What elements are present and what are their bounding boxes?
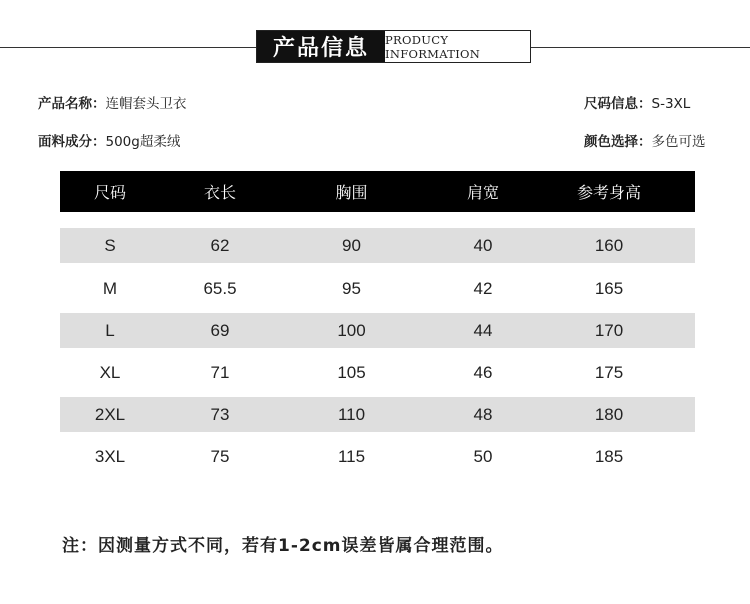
cell-size: 2XL (94, 404, 126, 424)
section-title: 产品信息 (257, 31, 385, 62)
cell-chest: 105 (337, 362, 366, 382)
color-value: 多色可选 (651, 134, 706, 150)
cell-length: 65.5 (203, 278, 237, 298)
cell-size: S (104, 235, 116, 255)
table-row (60, 439, 695, 474)
cell-height: 180 (594, 404, 624, 424)
cell-length: 75 (210, 446, 230, 466)
size-table (60, 171, 695, 474)
cell-shoulder: 40 (473, 235, 493, 255)
product-name-value: 连帽套头卫衣 (105, 96, 187, 112)
product-name-info (38, 92, 187, 112)
table-row (60, 355, 695, 390)
table-row (60, 397, 695, 432)
cell-height: 170 (594, 320, 624, 340)
cell-length: 73 (210, 404, 230, 424)
cell-chest: 115 (337, 446, 366, 466)
header-line-right (530, 47, 750, 48)
cell-height: 160 (594, 235, 624, 255)
cell-size: XL (99, 362, 121, 382)
header-height: 参考身高 (576, 183, 641, 202)
fabric-label: 面料成分： (38, 134, 106, 150)
size-range-label: 尺码信息： (584, 96, 652, 112)
header-length: 衣长 (203, 183, 236, 202)
cell-length: 71 (210, 362, 230, 382)
section-subtitle: PRODUCY INFORMATION (385, 31, 530, 62)
section-header (256, 30, 531, 63)
table-row (60, 228, 695, 263)
cell-shoulder: 42 (473, 278, 493, 298)
measurement-note: 注：因测量方式不同，若有1-2cm误差皆属合理范围。 (62, 536, 504, 556)
cell-height: 165 (594, 278, 624, 298)
color-info (584, 130, 706, 150)
size-table-header (60, 171, 695, 212)
fabric-value: 500g超柔绒 (105, 134, 181, 150)
size-range-value: S-3XL (651, 96, 691, 112)
color-label: 颜色选择： (584, 134, 652, 150)
cell-chest: 90 (342, 235, 361, 255)
header-line-left (0, 47, 256, 48)
cell-height: 175 (594, 362, 624, 382)
cell-size: 3XL (94, 446, 126, 466)
cell-height: 185 (594, 446, 624, 466)
cell-size: L (105, 320, 115, 340)
cell-length: 62 (210, 235, 230, 255)
size-range-info (584, 92, 690, 112)
product-name-label: 产品名称： (38, 96, 106, 112)
cell-size: M (102, 278, 118, 298)
cell-chest: 100 (337, 320, 366, 340)
table-row (60, 313, 695, 348)
cell-chest: 95 (342, 278, 361, 298)
table-row (60, 271, 695, 306)
header-shoulder: 肩宽 (466, 183, 499, 202)
header-size: 尺码 (93, 183, 126, 202)
header-chest: 胸围 (335, 183, 368, 202)
cell-shoulder: 48 (473, 404, 493, 424)
cell-shoulder: 46 (473, 362, 493, 382)
cell-shoulder: 50 (473, 446, 493, 466)
cell-shoulder: 44 (473, 320, 493, 340)
cell-length: 69 (210, 320, 230, 340)
cell-chest: 110 (337, 404, 366, 424)
fabric-info (38, 130, 180, 150)
